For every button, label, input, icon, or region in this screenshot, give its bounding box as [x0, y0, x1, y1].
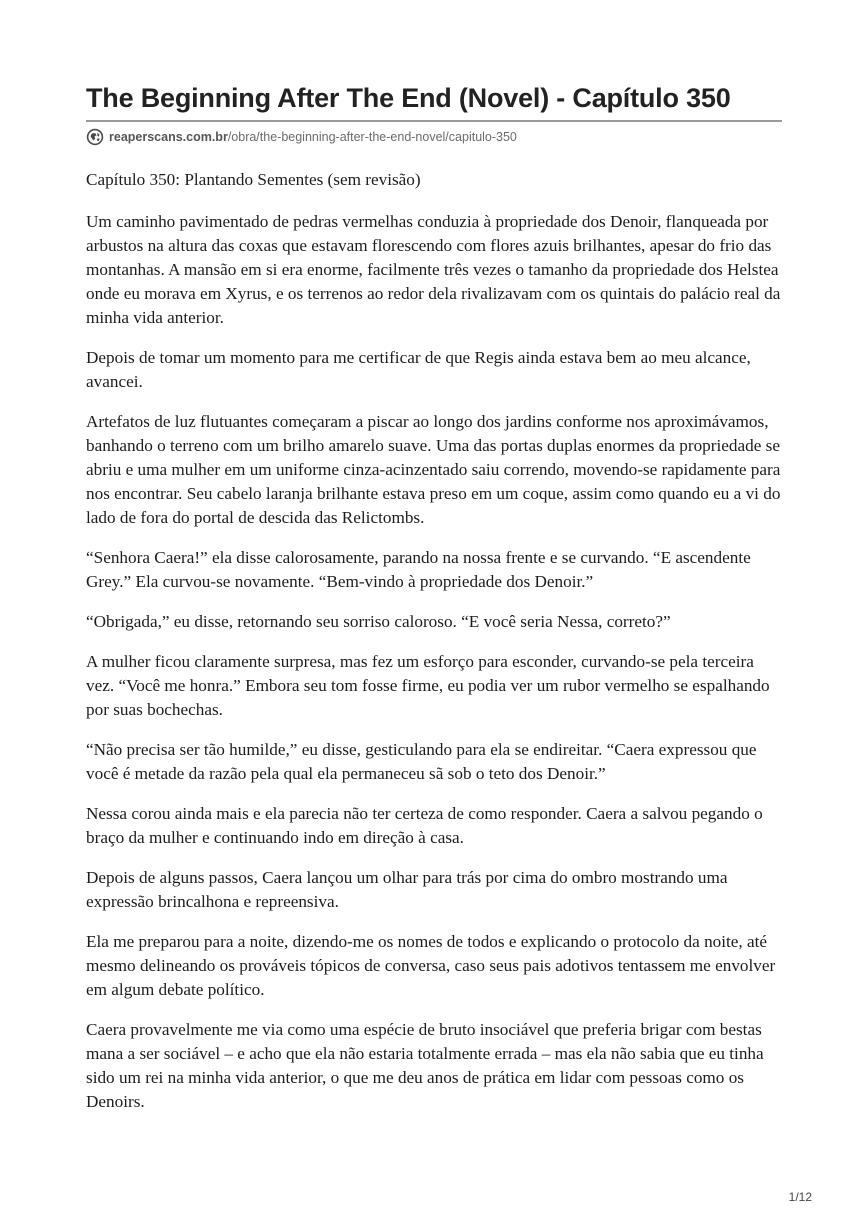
paragraph: Depois de tomar um momento para me certificar de que Regis ainda estava bem ao meu alcance, avancei.	[86, 348, 751, 391]
chapter-heading: Capítulo 350: Plantando Sementes (sem revisão)	[86, 170, 421, 189]
paragraph: Artefatos de luz flutuantes começaram a piscar ao longo dos jardins conforme nos aproximávamos, banhando o terreno com um brilho amarelo suave. Uma das portas duplas enormes da propriedade se abriu e uma mulher em um uniforme cinza-acinzentado saiu correndo, movendo-se rapidamente para nos encontrar. Seu cabelo laranja brilhante estava preso em um coque, assim como quando eu a vi do lado de fora do portal de descida das Relictombs.	[86, 412, 781, 527]
source-path[interactable]: /obra/the-beginning-after-the-end-novel/capitulo-350	[227, 130, 517, 144]
paragraph: Depois de alguns passos, Caera lançou um olhar para trás por cima do ombro mostrando uma expressão brincalhona e repreensiva.	[86, 868, 728, 911]
paragraph: “Não precisa ser tão humilde,” eu disse, gesticulando para ela se endireitar. “Caera expressou que você é metade da razão pela qual ela permaneceu sã sob o teto dos Denoir.”	[86, 740, 757, 783]
source-domain[interactable]: reaperscans.com.br	[109, 130, 228, 144]
document-page	[86, 0, 782, 1130]
paragraph: Ela me preparou para a noite, dizendo-me os nomes de todos e explicando o protocolo da noite, até mesmo delineando os prováveis tópicos de conversa, caso seus pais adotivos tentassem me envolver em algum debate político.	[86, 932, 776, 999]
chapter-content	[86, 168, 782, 1114]
paragraph: A mulher ficou claramente surpresa, mas fez um esforço para esconder, curvando-se pela terceira vez. “Você me honra.” Embora seu tom fosse firme, eu podia ver um rubor vermelho se espalhando por suas bochechas.	[86, 652, 770, 719]
paragraph: “Obrigada,” eu disse, retornando seu sorriso caloroso. “E você seria Nessa, correto?”	[86, 612, 671, 631]
paragraph: Nessa corou ainda mais e ela parecia não ter certeza de como responder. Caera a salvou pegando o braço da mulher e continuando indo em direção à casa.	[86, 804, 763, 847]
paragraph: “Senhora Caera!” ela disse calorosamente, parando na nossa frente e se curvando. “E ascendente Grey.” Ela curvou-se novamente. “Bem-vindo à propriedade dos Denoir.”	[86, 548, 751, 591]
title-divider	[86, 120, 782, 122]
paragraph: Caera provavelmente me via como uma espécie de bruto insociável que preferia brigar com bestas mana a ser sociável – e acho que ela não estaria totalmente errada – mas ela não sabia que eu tinha sido um rei na minha vida anterior, o que me deu anos de prática em lidar com pessoas como os Denoirs.	[86, 1020, 764, 1111]
globe-icon	[86, 128, 104, 146]
source-line	[86, 128, 782, 146]
document-title: The Beginning After The End (Novel) - Capítulo 350	[86, 83, 731, 113]
page-number: 1/12	[788, 1190, 812, 1204]
paragraph: Um caminho pavimentado de pedras vermelhas conduzia à propriedade dos Denoir, flanqueada por arbustos na altura das coxas que estavam florescendo com flores azuis brilhantes, apesar do frio das montanhas. A mansão em si era enorme, facilmente três vezes o tamanho da propriedade dos Helstea onde eu morava em Xyrus, e os terrenos ao redor dela rivalizavam com os quintais do palácio real da minha vida anterior.	[86, 212, 781, 327]
